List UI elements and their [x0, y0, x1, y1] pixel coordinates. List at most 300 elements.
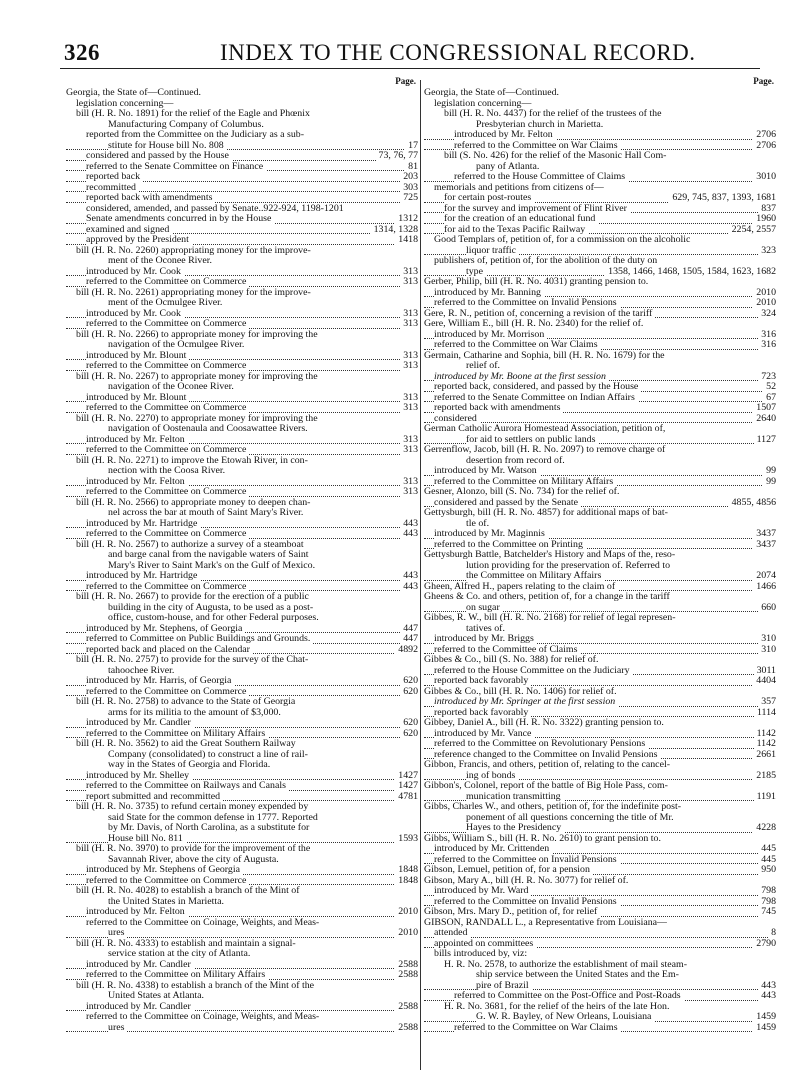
index-entry: [66, 330, 418, 341]
index-entry: [424, 277, 776, 288]
index-entry: [424, 750, 776, 761]
index-entry: [66, 351, 418, 362]
index-entry: [66, 582, 418, 593]
index-entry: [424, 844, 776, 855]
entry-page-ref: 313: [400, 319, 418, 330]
entry-text: report submitted and recommitted: [86, 792, 223, 802]
entry-page-ref: 2010: [753, 298, 776, 309]
index-entry: [424, 550, 776, 561]
entry-page-ref: 1507: [753, 403, 776, 414]
entry-text: introduced by Mr. Maginnis: [434, 529, 548, 539]
entry-text: bill (H. R. No. 2567) to authorize a survey of a steamboat: [76, 540, 307, 550]
entry-page-ref: 445: [758, 855, 776, 866]
entry-page-ref: 2706: [753, 130, 776, 141]
entry-page-ref: 445: [758, 844, 776, 855]
entry-text: by Mr. Davis, of North Carolina, as a substitute for: [108, 823, 312, 833]
index-entry: [424, 1002, 776, 1013]
index-entry: [424, 1023, 776, 1034]
entry-text: bill (H. R. No. 2267) to appropriate money for improving the: [76, 372, 321, 382]
entry-text: memorials and petitions from citizens of—: [434, 183, 607, 193]
index-entry: [424, 340, 776, 351]
index-entry: [424, 88, 776, 99]
entry-text: reported from the Committee on the Judiciary as a sub-: [86, 130, 307, 140]
entry-text: bills introduced by, viz:: [434, 949, 530, 959]
entry-text: introduced by Mr. Hartridge: [86, 571, 200, 581]
entry-text: navigation of Oostenaula and Coosawattee Rivers.: [108, 424, 311, 434]
entry-page-ref: 950: [758, 865, 776, 876]
entry-text: referred to the Committee on Invalid Pensions: [434, 855, 620, 865]
entry-text: the United States in Marietta.: [108, 897, 227, 907]
entry-text: introduced by Mr. Boone at the first session: [434, 372, 609, 382]
entry-text: Gibbes & Co., bill (S. No. 388) for relief of.: [424, 655, 601, 665]
index-entry: [424, 603, 776, 614]
entry-text: munication transmitting: [466, 792, 564, 802]
index-entry: [66, 519, 418, 530]
index-entry: [424, 729, 776, 740]
entry-page-ref: 313: [400, 351, 418, 362]
index-entry: [424, 141, 776, 152]
index-entry: [66, 382, 418, 393]
entry-text: referred to the Committee on Commerce: [86, 361, 249, 371]
index-entry: [424, 676, 776, 687]
entry-text: referred to the Committee on Invalid Pensions: [434, 298, 620, 308]
entry-page-ref: 3011: [754, 666, 776, 677]
index-entry: [424, 624, 776, 635]
index-entry: [424, 414, 776, 425]
index-entry: [66, 414, 418, 425]
index-entry: [424, 246, 776, 257]
entry-text: desertion from record of.: [466, 456, 568, 466]
index-entry: [424, 225, 776, 236]
entry-text: introduced by Mr. Hartridge: [86, 519, 200, 529]
entry-page-ref: 313: [400, 403, 418, 414]
entry-text: the Committee on Military Affairs: [466, 571, 604, 581]
entry-text: referred to the Committee on Revolutionary Pensions: [434, 739, 648, 749]
entry-page-ref: 443: [400, 571, 418, 582]
right-column: [424, 76, 776, 1066]
entry-page-ref: 723: [758, 372, 776, 383]
entry-text: referred to the Committee on Commerce: [86, 529, 249, 539]
index-entry: [424, 382, 776, 393]
entry-text: introduced by Mr. Watson: [434, 466, 540, 476]
index-entry: [66, 214, 418, 225]
index-entry: [66, 624, 418, 635]
index-entry: [424, 508, 776, 519]
index-entry: [66, 991, 418, 1002]
index-entry: [66, 697, 418, 708]
index-entry: [66, 393, 418, 404]
entry-text: referred to the Senate Committee on Finance: [86, 162, 266, 172]
entry-page-ref: 2790: [753, 939, 776, 950]
index-entry: [424, 235, 776, 246]
entry-text: reported back, considered, and passed by the House: [434, 382, 641, 392]
entry-text: Georgia, the State of—Continued.: [424, 88, 562, 98]
entry-text: bill (H. R. No. 2260) appropriating money for the improve-: [76, 246, 314, 256]
entry-text: introduced by Mr. Felton: [86, 435, 188, 445]
index-entry: [66, 130, 418, 141]
entry-text: bill (H. R. No. 3735) to refund certain money expended by: [76, 802, 311, 812]
index-entry: [424, 361, 776, 372]
index-entry: [66, 309, 418, 320]
index-entry: [66, 340, 418, 351]
entry-text: bill (H. R. No. 1891) for the relief of the Eagle and Phœnix: [76, 109, 313, 119]
index-entry: [424, 970, 776, 981]
entry-text: building in the city of Augusta, to be used as a post-: [108, 603, 316, 613]
page-number: 326: [64, 40, 100, 65]
entry-page-ref: 798: [758, 886, 776, 897]
entry-text: Gibbs, William S., bill (H. R. No. 2610) to grant pension to.: [424, 834, 664, 844]
entry-page-ref: 725: [400, 193, 418, 204]
entry-page-ref: 313: [400, 477, 418, 488]
entry-page-ref: 313: [400, 361, 418, 372]
entry-text: considered: [434, 414, 480, 424]
index-entry: [424, 351, 776, 362]
entry-page-ref: 99: [763, 466, 776, 477]
entry-page-ref: 1358, 1466, 1468, 1505, 1584, 1623, 1682: [605, 267, 776, 278]
entry-page-ref: 443: [758, 981, 776, 992]
entry-text: referred to the Committee on Invalid Pensions: [434, 897, 620, 907]
index-entry: [424, 214, 776, 225]
index-entry: [424, 498, 776, 509]
index-entry: [424, 687, 776, 698]
entry-text: introduced by Mr. Springer at the first session: [434, 697, 618, 707]
entry-text: introduced by Mr. Stephens of Georgia: [86, 865, 243, 875]
entry-text: Gibbey, Daniel A., bill (H. R. No. 3322) granting pension to.: [424, 718, 667, 728]
index-entry: [424, 298, 776, 309]
right-entries: [424, 88, 776, 1033]
entry-text: introduced by Mr. Candler: [86, 960, 194, 970]
entry-page-ref: 1459: [753, 1012, 776, 1023]
index-entry: [424, 487, 776, 498]
entry-page-ref: 316: [758, 330, 776, 341]
left-column: [66, 76, 418, 1066]
entry-text: introduced by Mr. Blount: [86, 351, 189, 361]
entry-text: Hayes to the Presidency: [466, 823, 564, 833]
index-entry: [424, 1012, 776, 1023]
entry-page-ref: 443: [758, 991, 776, 1002]
index-entry: [424, 403, 776, 414]
index-entry: [424, 319, 776, 330]
index-entry: [66, 960, 418, 971]
index-entry: [424, 456, 776, 467]
entry-text: introduced by Mr. Cook: [86, 267, 184, 277]
entry-text: bill (H. R. No. 2261) appropriating money for the improve-: [76, 288, 314, 298]
entry-text: bill (H. R. No. 4333) to establish and maintain a signal-: [76, 939, 299, 949]
entry-text: Gerrenflow, Jacob, bill (H. R. No. 2097) to remove charge of: [424, 445, 668, 455]
index-entry: [66, 540, 418, 551]
entry-text: introduced by Mr. Banning: [434, 288, 544, 298]
entry-page-ref: 837: [758, 204, 776, 215]
entry-page-ref: 1312: [395, 214, 418, 225]
entry-text: bill (H. R. No. 4437) for the relief of the trustees of the: [444, 109, 664, 119]
entry-page-ref: 3437: [753, 529, 776, 540]
index-entry: [424, 718, 776, 729]
entry-page-ref: 203: [400, 172, 418, 183]
index-entry: [424, 760, 776, 771]
page-column-label: Page.: [753, 76, 774, 86]
index-entry: [66, 928, 418, 939]
index-entry: [424, 571, 776, 582]
index-entry: [66, 781, 418, 792]
entry-page-ref: 313: [400, 393, 418, 404]
index-entry: [66, 760, 418, 771]
index-entry: [424, 813, 776, 824]
index-entry: [424, 424, 776, 435]
entry-page-ref: 313: [400, 445, 418, 456]
index-entry: [424, 865, 776, 876]
index-entry: [424, 949, 776, 960]
entry-text: referred to the Committee on Railways and Canals: [86, 781, 289, 791]
index-entry: [66, 718, 418, 729]
index-entry: [424, 193, 776, 204]
index-entry: [424, 886, 776, 897]
entry-text: referred to the Committee on Commerce: [86, 445, 249, 455]
index-entry: [66, 246, 418, 257]
entry-page-ref: 2661: [753, 750, 776, 761]
index-entry: [424, 561, 776, 572]
entry-text: way in the States of Georgia and Florida.: [108, 760, 273, 770]
entry-text: Company (consolidated) to construct a line of rail-: [108, 750, 311, 760]
entry-text: referred to the Senate Committee on Indian Affairs: [434, 393, 638, 403]
entry-page-ref: 620: [400, 676, 418, 687]
index-entry: [424, 613, 776, 624]
index-entry: [424, 960, 776, 971]
index-entry: [424, 256, 776, 267]
entry-page-ref: 2010: [753, 288, 776, 299]
index-entry: [66, 823, 418, 834]
index-entry: [66, 981, 418, 992]
entry-text: ship service between the United States and the Em-: [476, 970, 682, 980]
index-entry: [66, 1012, 418, 1023]
index-entry: [66, 613, 418, 624]
entry-text: ing of bonds: [466, 771, 518, 781]
entry-text: referred to the Committee on Commerce: [86, 876, 249, 886]
entry-text: legislation concerning—: [434, 99, 534, 109]
entry-text: considered, amended, and passed by Senate..922-924, 1198-1201: [86, 204, 347, 214]
index-entry: [424, 393, 776, 404]
index-entry: [424, 519, 776, 530]
entry-page-ref: 1848: [395, 876, 418, 887]
entry-text: pire of Brazil: [476, 981, 532, 991]
entry-text: introduced by Mr. Blount: [86, 393, 189, 403]
entry-text: bill (H. R. No. 2758) to advance to the State of Georgia: [76, 697, 298, 707]
entry-text: bill (H. R. No. 4338) to establish a branch of the Mint of the: [76, 981, 317, 991]
index-entry: [66, 676, 418, 687]
entry-page-ref: 316: [758, 340, 776, 351]
entry-text: Mary's River to Saint Mark's on the Gulf of Mexico.: [108, 561, 318, 571]
entry-text: navigation of the Ocmulgee River.: [108, 340, 247, 350]
index-entry: [66, 277, 418, 288]
entry-text: bill (H. R. No. 2270) to appropriate money for improving the: [76, 414, 321, 424]
entry-text: tatives of.: [466, 624, 508, 634]
entry-text: relief of.: [466, 361, 503, 371]
entry-text: referred to Committee on Public Buildings and Grounds.: [86, 634, 313, 644]
entry-page-ref: 2010: [395, 928, 418, 939]
entry-page-ref: 67: [763, 393, 776, 404]
entry-text: House bill No. 811: [108, 834, 186, 844]
entry-page-ref: 313: [400, 435, 418, 446]
entry-text: bill (H. R. No. 2271) to improve the Etowah River, in con-: [76, 456, 311, 466]
index-entry: [66, 88, 418, 99]
entry-page-ref: 745: [758, 907, 776, 918]
entry-text: referred to the Committee on Commerce: [86, 319, 249, 329]
index-entry: [66, 120, 418, 131]
entry-text: liquor traffic: [466, 246, 519, 256]
index-entry: [66, 162, 418, 173]
entry-page-ref: 443: [400, 582, 418, 593]
entry-page-ref: 2588: [395, 1023, 418, 1034]
index-entry: [424, 708, 776, 719]
index-entry: [66, 477, 418, 488]
index-entry: [66, 319, 418, 330]
index-entry: [66, 876, 418, 887]
entry-text: Senate amendments concurred in by the House: [86, 214, 274, 224]
entry-text: for certain post-routes: [444, 193, 534, 203]
entry-text: ment of the Ocmulgee River.: [108, 298, 225, 308]
entry-page-ref: 4855, 4856: [729, 498, 776, 509]
index-entry: [424, 445, 776, 456]
entry-page-ref: 99: [763, 477, 776, 488]
entry-page-ref: 447: [400, 624, 418, 635]
entry-text: bill (H. R. No. 4028) to establish a branch of the Mint of: [76, 886, 303, 896]
entry-page-ref: 1142: [754, 729, 776, 740]
entry-text: reported back favorably: [434, 708, 531, 718]
entry-text: bill (H. R. No. 2566) to appropriate money to deepen chan-: [76, 498, 313, 508]
index-entry: [424, 204, 776, 215]
index-entry: [424, 739, 776, 750]
index-entry: [66, 729, 418, 740]
entry-page-ref: 17: [405, 141, 418, 152]
entry-page-ref: 2588: [395, 970, 418, 981]
entry-text: introduced by Mr. Cook: [86, 309, 184, 319]
index-entry: [424, 666, 776, 677]
index-entry: [424, 939, 776, 950]
entry-text: referred to the Committee of Claims: [434, 645, 580, 655]
index-entry: [424, 823, 776, 834]
index-entry: [424, 120, 776, 131]
index-entry: [424, 928, 776, 939]
entry-text: for the survey and improvement of Flint River: [444, 204, 630, 214]
left-entries: [66, 88, 418, 1033]
entry-text: arms for its militia to the amount of $3,000.: [108, 708, 284, 718]
entry-text: Gerber, Philip, bill (H. R. No. 4031) granting pension to.: [424, 277, 651, 287]
index-entry: [66, 571, 418, 582]
entry-text: Gibbes, R. W., bill (H. R. No. 2168) for relief of legal represen-: [424, 613, 678, 623]
entry-page-ref: 1314, 1328: [371, 225, 418, 236]
entry-text: reported back with amendments: [86, 193, 215, 203]
entry-page-ref: 303: [400, 183, 418, 194]
index-entry: [424, 109, 776, 120]
index-entry: [66, 865, 418, 876]
entry-text: referred to the Committee on War Claims: [434, 340, 601, 350]
index-entry: [66, 435, 418, 446]
entry-page-ref: 3437: [753, 540, 776, 551]
entry-text: reported back with amendments: [434, 403, 563, 413]
entry-text: referred to Committee on the Post-Office and Post-Roads: [454, 991, 684, 1001]
entry-text: introduced by Mr. Crittenden: [434, 844, 552, 854]
index-entry: [66, 550, 418, 561]
entry-text: on sugar: [466, 603, 503, 613]
entry-text: appointed on committees: [434, 939, 536, 949]
index-entry: [424, 802, 776, 813]
index-entry: [66, 603, 418, 614]
entry-text: Gibbon's, Colonel, report of the battle of Big Hole Pass, com-: [424, 781, 671, 791]
entry-text: considered and passed by the House: [86, 151, 232, 161]
index-entry: [66, 172, 418, 183]
index-entry: [424, 151, 776, 162]
entry-text: type: [466, 267, 486, 277]
entry-page-ref: 1466: [753, 582, 776, 593]
index-entry: [66, 802, 418, 813]
entry-text: introduced by Mr. Vance: [434, 729, 534, 739]
entry-text: bill (H. R. No. 2757) to provide for the survey of the Chat-: [76, 655, 311, 665]
entry-page-ref: 4892: [395, 645, 418, 656]
entry-page-ref: 629, 745, 837, 1393, 1681: [669, 193, 776, 204]
entry-page-ref: 2588: [395, 960, 418, 971]
entry-text: reference changed to the Committee on Invalid Pensions: [434, 750, 661, 760]
entry-page-ref: 620: [400, 718, 418, 729]
entry-page-ref: 1427: [395, 781, 418, 792]
index-entry: [424, 99, 776, 110]
entry-text: referred to the Committee on Military Affairs: [434, 477, 616, 487]
index-entry: [66, 687, 418, 698]
entry-text: introduced by Mr. Felton: [86, 907, 188, 917]
entry-page-ref: 3010: [753, 172, 776, 183]
entry-page-ref: 313: [400, 267, 418, 278]
index-entry: [66, 939, 418, 950]
entry-text: referred to the House Committee on the Judiciary: [434, 666, 633, 676]
index-entry: [66, 267, 418, 278]
entry-page-ref: 660: [758, 603, 776, 614]
entry-text: referred to the Committee on War Claims: [454, 141, 621, 151]
entry-page-ref: 4228: [753, 823, 776, 834]
entry-text: Gibson, Lemuel, petition of, for a pension: [424, 865, 593, 875]
entry-text: said State for the common defense in 1777. Reported: [108, 813, 321, 823]
index-entry: [66, 1023, 418, 1034]
index-entry: [66, 771, 418, 782]
index-entry: [66, 844, 418, 855]
entry-text: introduced by Mr. Felton: [86, 477, 188, 487]
index-entry: [424, 634, 776, 645]
entry-page-ref: 313: [400, 309, 418, 320]
entry-text: examined and signed: [86, 225, 172, 235]
index-entry: [424, 540, 776, 551]
index-entry: [66, 750, 418, 761]
entry-text: referred to the Committee on Printing: [434, 540, 586, 550]
entry-page-ref: 324: [758, 309, 776, 320]
index-entry: [424, 477, 776, 488]
leader-dots: [424, 937, 776, 938]
index-entry: [66, 456, 418, 467]
entry-text: Gere, William E., bill (H. R. No. 2340) for the relief of.: [424, 319, 646, 329]
entry-page-ref: 4404: [753, 676, 776, 687]
entry-page-ref: 310: [758, 645, 776, 656]
entry-text: ures: [108, 1023, 127, 1033]
entry-text: Gheen, Alfred H., papers relating to the claim of: [424, 582, 618, 592]
entry-text: introduced by Mr. Felton: [454, 130, 556, 140]
index-entry: [424, 582, 776, 593]
index-entry: [66, 907, 418, 918]
index-entry: [424, 330, 776, 341]
entry-page-ref: 1142: [754, 739, 776, 750]
index-entry: [424, 781, 776, 792]
entry-text: ponement of all questions concerning the title of Mr.: [466, 813, 677, 823]
entry-page-ref: 1191: [754, 792, 776, 803]
index-entry: [424, 907, 776, 918]
index-entry: [66, 949, 418, 960]
entry-page-ref: 1418: [395, 235, 418, 246]
entry-text: approved by the President: [86, 235, 192, 245]
